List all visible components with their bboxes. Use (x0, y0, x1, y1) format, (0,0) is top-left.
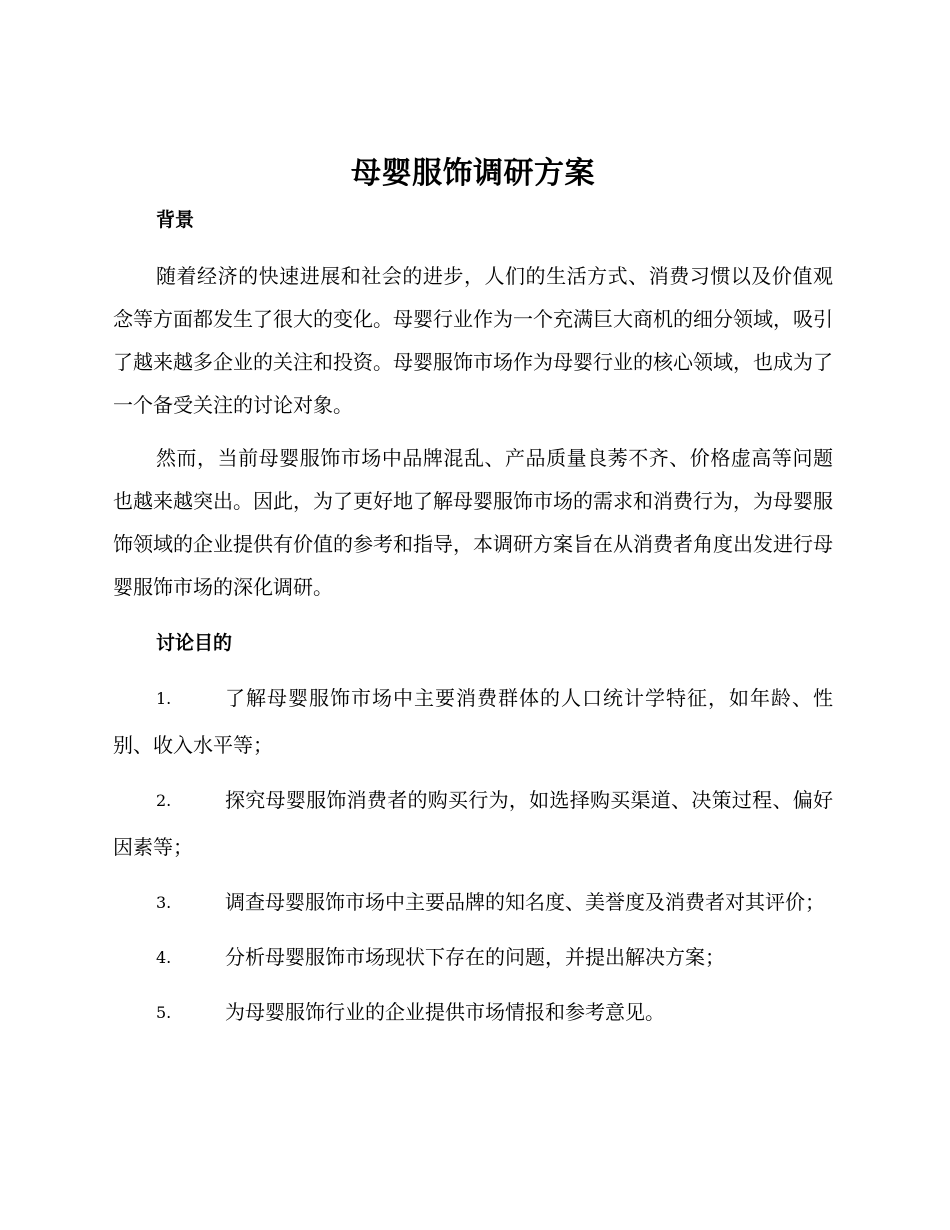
list-item (113, 989, 833, 1036)
document-title: 母婴服饰调研方案 (351, 156, 595, 191)
list-item (113, 777, 833, 871)
list-item-text: 了解母婴服饰市场中主要消费群体的人口统计学特征，如年龄、性别、收入水平等； (113, 686, 833, 757)
background-paragraph-1: 随着经济的快速进展和社会的进步，人们的生活方式、消费习惯以及价值观念等方面都发生了很大的变化。母婴行业作为一个充满巨大商机的细分领域，吸引了越来越多企业的关注和投资。母婴服饰市场作为母婴行业的核心领域，也成为了一个备受关注的讨论对象。 (113, 264, 833, 417)
section-heading-background: 背景 (156, 209, 195, 231)
purpose-list (113, 675, 833, 1036)
list-item (113, 675, 833, 769)
document-page (113, 146, 833, 1044)
list-item (113, 934, 833, 981)
list-item-number: 2. (156, 791, 172, 810)
list-item-text: 探究母婴服饰消费者的购买行为，如选择购买渠道、决策过程、偏好因素等； (113, 788, 833, 859)
list-item-number: 5. (156, 1003, 172, 1022)
section-heading-purpose: 讨论目的 (156, 632, 233, 654)
list-item (113, 879, 833, 926)
list-item-number: 4. (156, 948, 172, 967)
list-item-text: 调查母婴服饰市场中主要品牌的知名度、美誉度及消费者对其评价； (225, 890, 825, 914)
list-item-text: 分析母婴服饰市场现状下存在的问题，并提出解决方案； (225, 945, 725, 969)
background-paragraph-2: 然而，当前母婴服饰市场中品牌混乱、产品质量良莠不齐、价格虚高等问题也越来越突出。因此，为了更好地了解母婴服饰市场的需求和消费行为，为母婴服饰领域的企业提供有价值的参考和指导，本调研方案旨在从消费者角度出发进行母婴服饰市场的深化调研。 (113, 446, 833, 599)
list-item-number: 1. (156, 689, 172, 708)
list-item-text: 为母婴服饰行业的企业提供市场情报和参考意见。 (225, 1000, 665, 1024)
list-item-number: 3. (156, 893, 172, 912)
